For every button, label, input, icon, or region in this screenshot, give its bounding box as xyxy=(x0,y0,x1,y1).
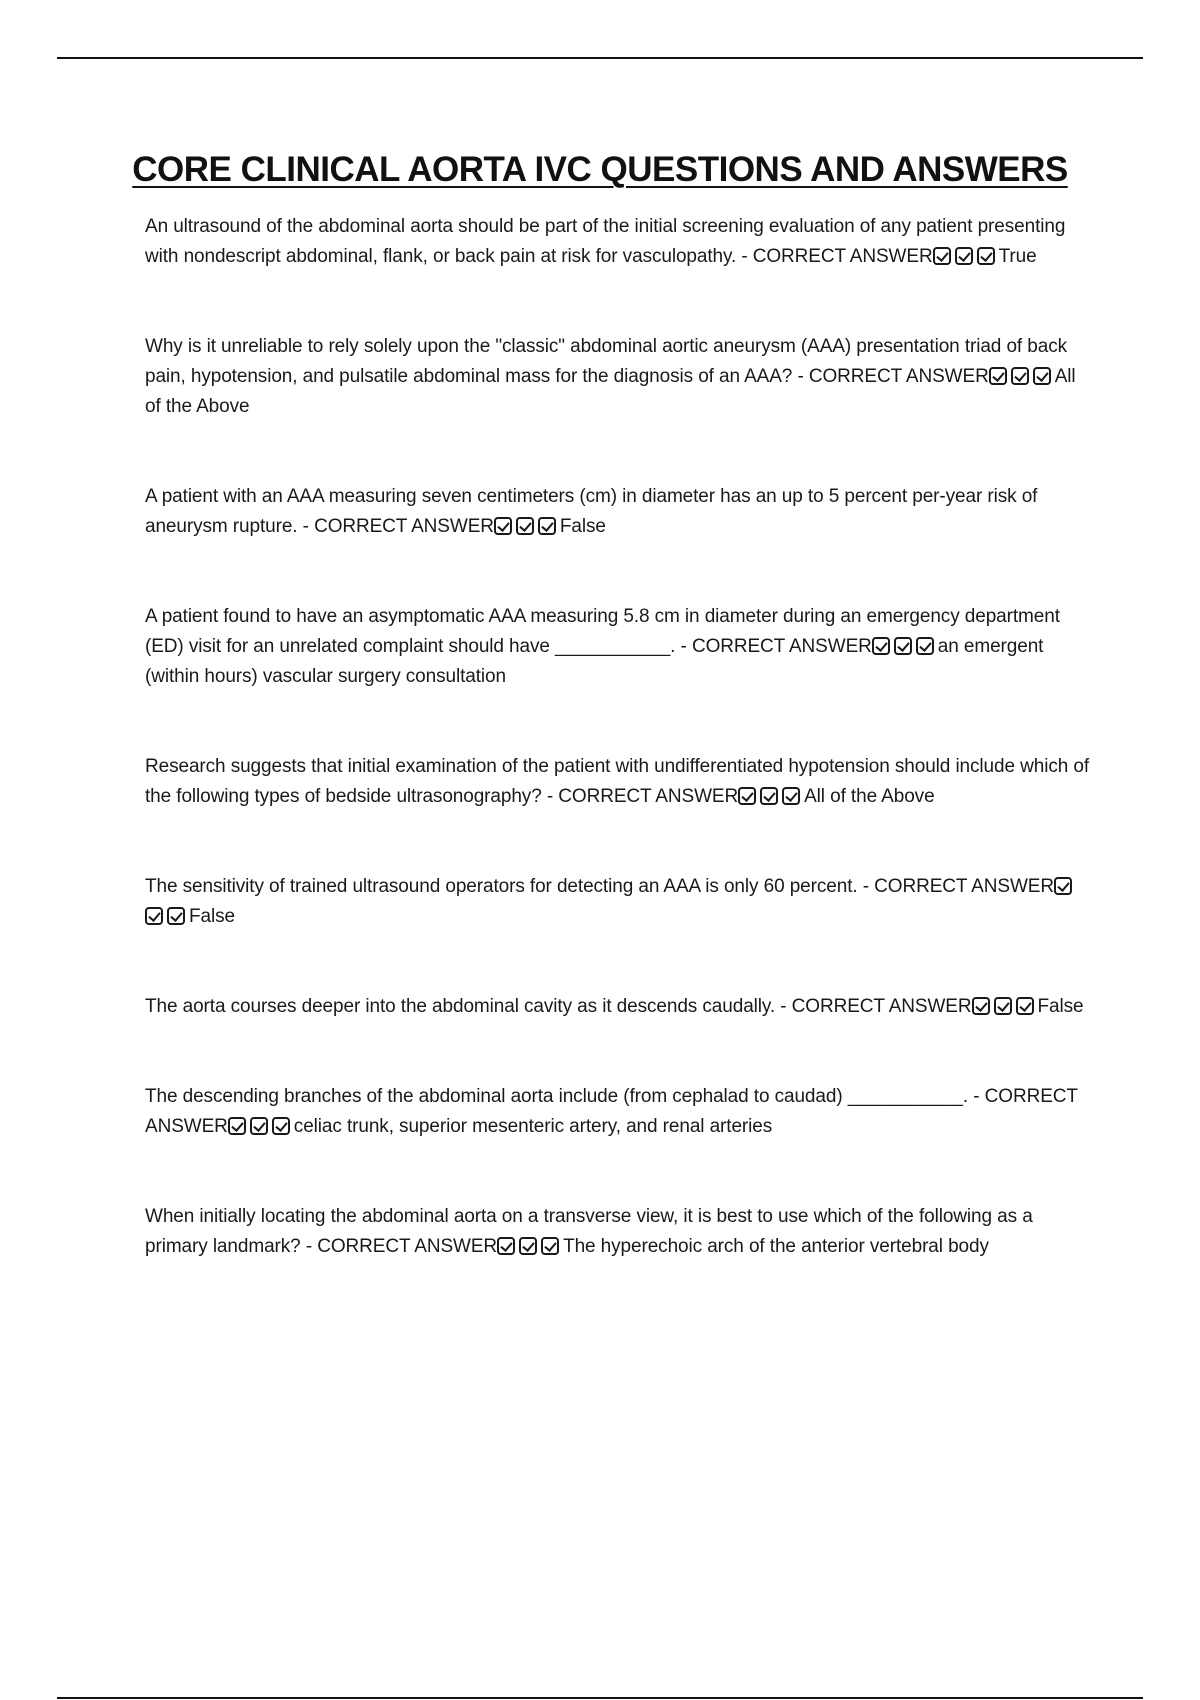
checkbox-icon xyxy=(1011,367,1029,385)
question-text: The aorta courses deeper into the abdominal cavity as it descends caudally. xyxy=(145,996,776,1017)
answer-marker: - CORRECT ANSWER xyxy=(792,366,989,387)
checkbox-icon xyxy=(516,517,534,535)
answer-marker: - CORRECT ANSWER xyxy=(145,1086,1078,1137)
answer-text: True xyxy=(998,246,1037,267)
checkbox-icon xyxy=(933,247,951,265)
checkbox-icon xyxy=(145,907,163,925)
answer-marker: - CORRECT ANSWER xyxy=(541,786,739,807)
checkbox-icon xyxy=(760,787,778,805)
checkbox-icon xyxy=(167,907,185,925)
answer-text: All of the Above xyxy=(804,786,935,807)
top-rule xyxy=(57,57,1143,59)
question-text: The sensitivity of trained ultrasound operators for detecting an AAA is only 60 percent. xyxy=(145,876,858,897)
answer-text: an emergent (within hours) vascular surgery consultation xyxy=(145,636,1044,687)
qa-item xyxy=(145,1082,1090,1142)
checkbox-icon xyxy=(872,637,890,655)
answer-text: The hyperechoic arch of the anterior vertebral body xyxy=(563,1236,989,1257)
checkbox-icon xyxy=(497,1237,515,1255)
qa-item xyxy=(145,872,1090,932)
answer-text: All of the Above xyxy=(145,366,1076,417)
document-title: CORE CLINICAL AORTA IVC QUESTIONS AND ANSWERS xyxy=(132,150,1068,189)
question-text: Why is it unreliable to rely solely upon the "classic" abdominal aortic aneurysm (AAA) presentation triad of back pain, hypotension, and pulsatile abdominal mass for the diagnosis of an AAA? xyxy=(145,336,1068,387)
checkbox-icon xyxy=(916,637,934,655)
checkbox-icon xyxy=(250,1117,268,1135)
checkbox-icon xyxy=(782,787,800,805)
answer-text: celiac trunk, superior mesenteric artery, and renal arteries xyxy=(293,1116,773,1137)
question-text: Research suggests that initial examination of the patient with undifferentiated hypotension should include which of the following types of bedside ultrasonography? xyxy=(145,756,1090,807)
checkbox-icon xyxy=(1033,367,1051,385)
answer-marker: - CORRECT ANSWER xyxy=(857,876,1054,897)
checkbox-icon xyxy=(1016,997,1034,1015)
checkbox-icon xyxy=(519,1237,537,1255)
qa-item xyxy=(145,332,1090,422)
answer-marker: - CORRECT ANSWER xyxy=(675,636,872,657)
answer-text: False xyxy=(1037,996,1084,1017)
qa-item xyxy=(145,602,1090,692)
question-text: The descending branches of the abdominal aorta include (from cephalad to caudad) ___________. xyxy=(145,1086,969,1107)
bottom-rule xyxy=(57,1697,1143,1699)
question-text: An ultrasound of the abdominal aorta should be part of the initial screening evaluation of any patient presenting with nondescript abdominal, flank, or back pain at risk for vasculopathy. xyxy=(145,216,1066,267)
question-text: A patient found to have an asymptomatic AAA measuring 5.8 cm in diameter during an emergency department (ED) visit for an unrelated complaint should have ___________. xyxy=(145,606,1060,657)
checkbox-icon xyxy=(972,997,990,1015)
answer-text: False xyxy=(189,906,235,927)
answer-marker: - CORRECT ANSWER xyxy=(775,996,972,1017)
checkbox-icon xyxy=(738,787,756,805)
checkbox-icon xyxy=(989,367,1007,385)
checkbox-icon xyxy=(272,1117,290,1135)
qa-item xyxy=(145,212,1090,272)
qa-item xyxy=(145,482,1090,542)
checkbox-icon xyxy=(977,247,995,265)
checkbox-icon xyxy=(494,517,512,535)
qa-item xyxy=(145,1202,1090,1262)
checkbox-icon xyxy=(1054,877,1072,895)
qa-item xyxy=(145,992,1090,1022)
checkbox-icon xyxy=(994,997,1012,1015)
answer-marker: - CORRECT ANSWER xyxy=(297,516,494,537)
answer-marker: - CORRECT ANSWER xyxy=(736,246,933,267)
question-text: A patient with an AAA measuring seven centimeters (cm) in diameter has an up to 5 percent per-year risk of aneurysm rupture. xyxy=(145,486,1038,537)
checkbox-icon xyxy=(541,1237,559,1255)
question-text: When initially locating the abdominal aorta on a transverse view, it is best to use which of the following as a primary landmark? xyxy=(145,1206,1033,1257)
answer-text: False xyxy=(559,516,606,537)
checkbox-icon xyxy=(894,637,912,655)
qa-item xyxy=(145,752,1090,812)
checkbox-icon xyxy=(955,247,973,265)
checkbox-icon xyxy=(538,517,556,535)
checkbox-icon xyxy=(228,1117,246,1135)
qa-list xyxy=(145,212,1090,1322)
answer-marker: - CORRECT ANSWER xyxy=(300,1236,498,1257)
